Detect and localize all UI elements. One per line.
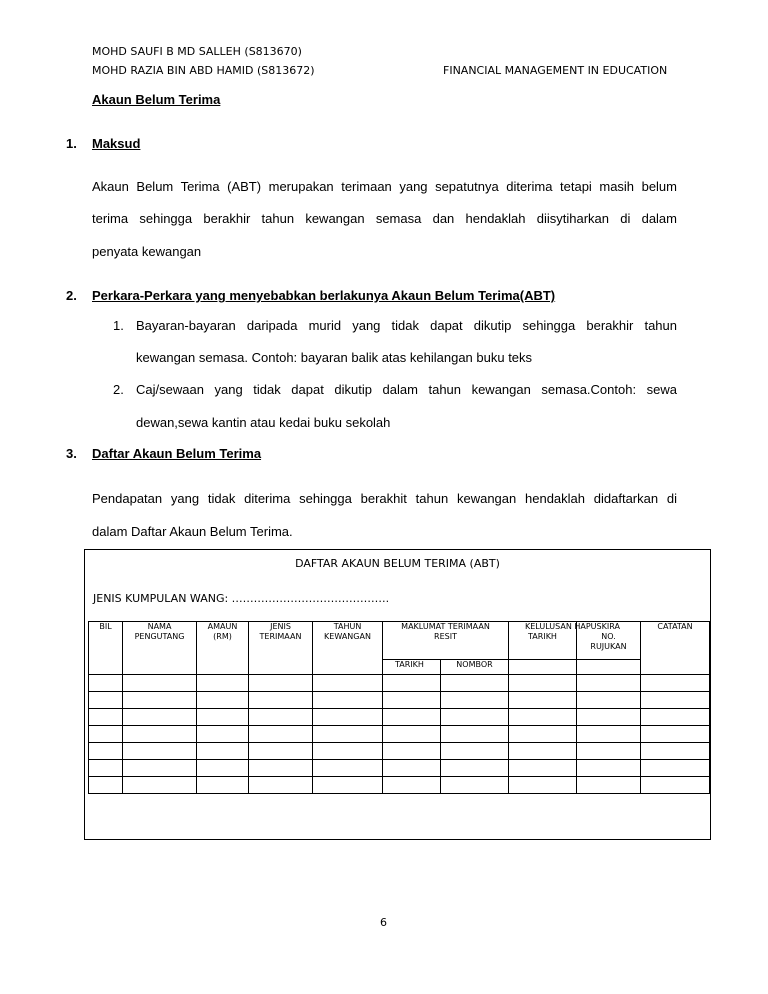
- section-2-number: 2.: [66, 288, 77, 303]
- section-1-heading: Maksud: [92, 136, 141, 151]
- table-row: [89, 777, 710, 794]
- section-2-heading: Perkara-Perkara yang menyebabkan berlakunya Akaun Belum Terima(ABT): [92, 288, 556, 303]
- col-tahun-kewangan: TAHUN KEWANGAN: [313, 622, 383, 675]
- author-line-2: MOHD RAZIA BIN ABD HAMID (S813672): [92, 64, 315, 77]
- section-3-line-1: Pendapatan yang tidak diterima sehingga berakhit tahun kewangan hendaklah didaftarkan di: [92, 491, 677, 506]
- register-table: [88, 621, 710, 794]
- list-item-1-line-1: Bayaran-bayaran daripada murid yang tidak dapat dikutip sehingga berakhir tahun: [136, 318, 677, 333]
- col-nama-pengutang: NAMA PENGUTANG: [123, 622, 197, 675]
- table-row: [89, 692, 710, 709]
- table-row: [89, 743, 710, 760]
- form-title: DAFTAR AKAUN BELUM TERIMA (ABT): [295, 557, 500, 570]
- list-item-2-number: 2.: [113, 382, 124, 397]
- list-item-2-line-2: dewan,sewa kantin atau kedai buku sekolah: [136, 415, 391, 430]
- col-maklumat-terimaan: MAKLUMAT TERIMAAN RESIT: [383, 622, 509, 660]
- col-bil: BIL: [89, 622, 123, 675]
- section-1-line-3: penyata kewangan: [92, 244, 202, 259]
- section-3-line-2: dalam Daftar Akaun Belum Terima.: [92, 524, 293, 539]
- col-kelulusan-tarikh: KELULUSAN HAPUSKIRA TARIKH: [509, 622, 577, 660]
- list-item-1-number: 1.: [113, 318, 124, 333]
- table-row: [89, 760, 710, 777]
- page-title: Akaun Belum Terima: [92, 92, 221, 107]
- author-line-1: MOHD SAUFI B MD SALLEH (S813670): [92, 45, 302, 58]
- section-3-heading: Daftar Akaun Belum Terima: [92, 446, 262, 461]
- fund-type-label: JENIS KUMPULAN WANG: …………………………………….: [93, 592, 390, 605]
- section-1-line-2: terima sehingga berakhir tahun kewangan semasa dan hendaklah diisytiharkan di dalam: [92, 211, 677, 226]
- course-title: FINANCIAL MANAGEMENT IN EDUCATION: [443, 64, 668, 77]
- col-jenis-terimaan: JENIS TERIMAAN: [249, 622, 313, 675]
- list-item-1-line-2: kewangan semasa. Contoh: bayaran balik atas kehilangan buku teks: [136, 350, 533, 365]
- col-kelulusan-hapuskira: KELULUSAN HAPUSKIRA: [525, 622, 620, 631]
- page-number: 6: [380, 916, 387, 929]
- table-header-row: [89, 622, 710, 660]
- col-catatan: CATATAN: [641, 622, 710, 675]
- col-no-rujukan: NO. RUJUKAN: [577, 622, 641, 660]
- col-resit-nombor: NOMBOR: [441, 660, 509, 675]
- register-form: [84, 549, 711, 840]
- section-3-number: 3.: [66, 446, 77, 461]
- col-resit-tarikh: TARIKH: [383, 660, 441, 675]
- table-row: [89, 675, 710, 692]
- col-amaun: AMAUN (RM): [197, 622, 249, 675]
- section-1-line-1: Akaun Belum Terima (ABT) merupakan terimaan yang sepatutnya diterima tetapi masih belum: [92, 179, 677, 194]
- section-1-number: 1.: [66, 136, 77, 151]
- table-row: [89, 709, 710, 726]
- list-item-2-line-1: Caj/sewaan yang tidak dapat dikutip dalam tahun kewangan semasa.Contoh: sewa: [136, 382, 677, 397]
- table-row: [89, 726, 710, 743]
